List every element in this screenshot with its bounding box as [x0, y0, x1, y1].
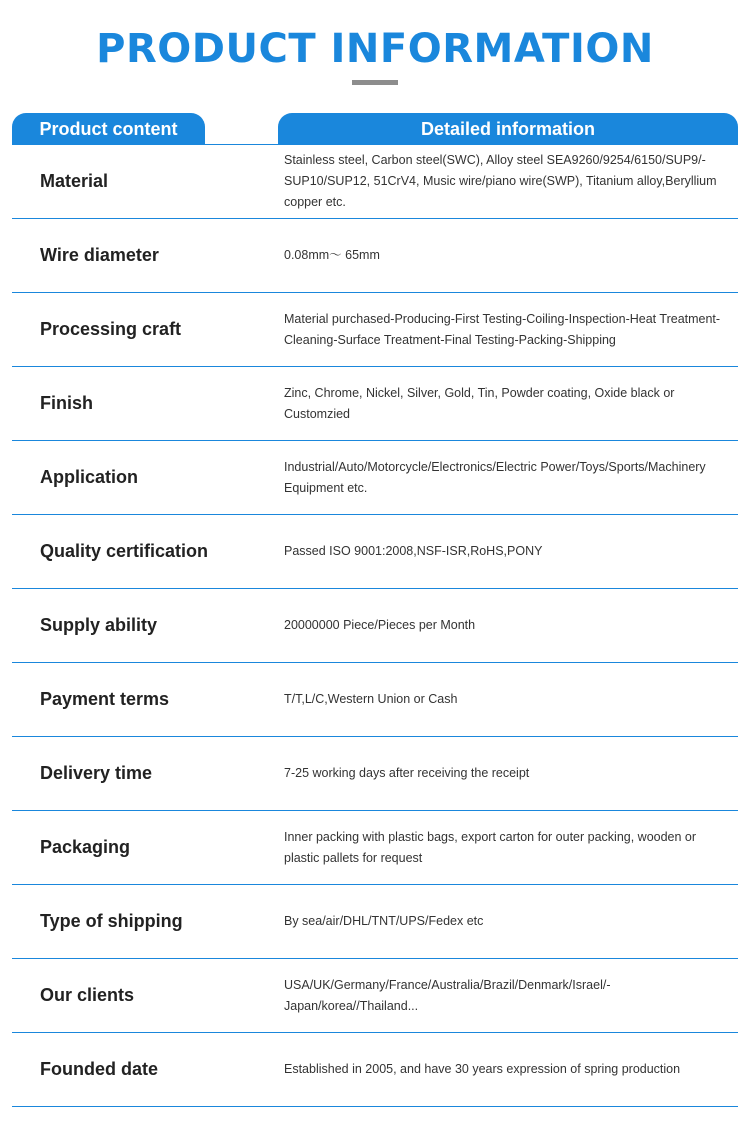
- row-label: Delivery time: [40, 763, 153, 783]
- row-detail-text: T/T,L/C,Western Union or Cash: [284, 692, 458, 706]
- row-detail: [284, 293, 734, 366]
- table-row: [12, 441, 738, 515]
- row-detail: [284, 737, 734, 810]
- row-label: Application: [40, 467, 138, 487]
- row-label: Our clients: [40, 985, 135, 1005]
- row-detail-text: Inner packing with plastic bags, export carton for outer packing, wooden or plastic pallets for request: [284, 829, 697, 865]
- row-detail: [284, 589, 734, 662]
- row-detail: [284, 885, 734, 958]
- row-detail: [284, 663, 734, 736]
- row-detail-text: By sea/air/DHL/TNT/UPS/Fedex etc: [284, 914, 484, 928]
- row-label: Founded date: [40, 1059, 158, 1079]
- table-row: [12, 293, 738, 367]
- row-detail: [284, 219, 734, 292]
- row-label: Wire diameter: [40, 245, 159, 265]
- table-row: [12, 589, 738, 663]
- title-underline: [352, 80, 398, 85]
- row-detail-text: Zinc, Chrome, Nickel, Silver, Gold, Tin, Powder coating, Oxide black or Customzied: [284, 385, 675, 421]
- row-detail-text: 7-25 working days after receiving the receipt: [284, 766, 530, 780]
- row-detail-text: Material purchased-Producing-First Testing-Coiling-Inspection-Heat Treatment-Cleaning-Surface Treatment-Final Testing-Packing-Shipping: [284, 311, 721, 347]
- row-label: Finish: [40, 393, 93, 413]
- row-detail-text: Passed ISO 9001:2008,NSF-ISR,RoHS,PONY: [284, 544, 543, 558]
- table-row: [12, 885, 738, 959]
- row-label: Quality certification: [40, 541, 209, 561]
- row-label: Processing craft: [40, 319, 182, 339]
- table-row: [12, 219, 738, 293]
- product-info-table: [12, 145, 738, 1107]
- row-label: Supply ability: [40, 615, 158, 635]
- table-row: [12, 1033, 738, 1107]
- table-row: [12, 811, 738, 885]
- row-detail-text: Stainless steel, Carbon steel(SWC), Alloy steel SEA9260/9254/6150/SUP9/-SUP10/SUP12, 51CrV4, Music wire/piano wire(SWP), Titanium alloy,Beryllium copper etc.: [284, 153, 717, 209]
- row-detail-text: 0.08mm～ 65mm: [284, 248, 380, 262]
- page-title: PRODUCT INFORMATION: [96, 26, 654, 72]
- row-detail: [284, 441, 734, 514]
- table-row: [12, 515, 738, 589]
- table-row: [12, 145, 738, 219]
- row-label: Packaging: [40, 837, 131, 857]
- row-detail: [284, 515, 734, 588]
- row-detail-text: Established in 2005, and have 30 years expression of spring production: [284, 1062, 681, 1076]
- row-detail: [284, 1033, 734, 1106]
- row-label: Type of shipping: [40, 911, 183, 931]
- row-detail-text: Industrial/Auto/Motorcycle/Electronics/Electric Power/Toys/Sports/Machinery Equipment etc.: [284, 459, 706, 495]
- row-label: Material: [40, 171, 109, 191]
- table-row: [12, 663, 738, 737]
- table-row: [12, 959, 738, 1033]
- table-row: [12, 737, 738, 811]
- table-row: [12, 367, 738, 441]
- row-detail-text: 20000000 Piece/Pieces per Month: [284, 618, 476, 632]
- header-detailed-information: Detailed information: [278, 113, 738, 145]
- header-product-content: Product content: [12, 113, 205, 145]
- row-detail-text: USA/UK/Germany/France/Australia/Brazil/Denmark/Israel/-Japan/korea//Thailand...: [284, 977, 611, 1013]
- row-detail: [284, 367, 734, 440]
- row-detail: [284, 959, 734, 1032]
- row-detail: [284, 811, 734, 884]
- row-detail: [284, 145, 734, 218]
- row-label: Payment terms: [40, 689, 170, 709]
